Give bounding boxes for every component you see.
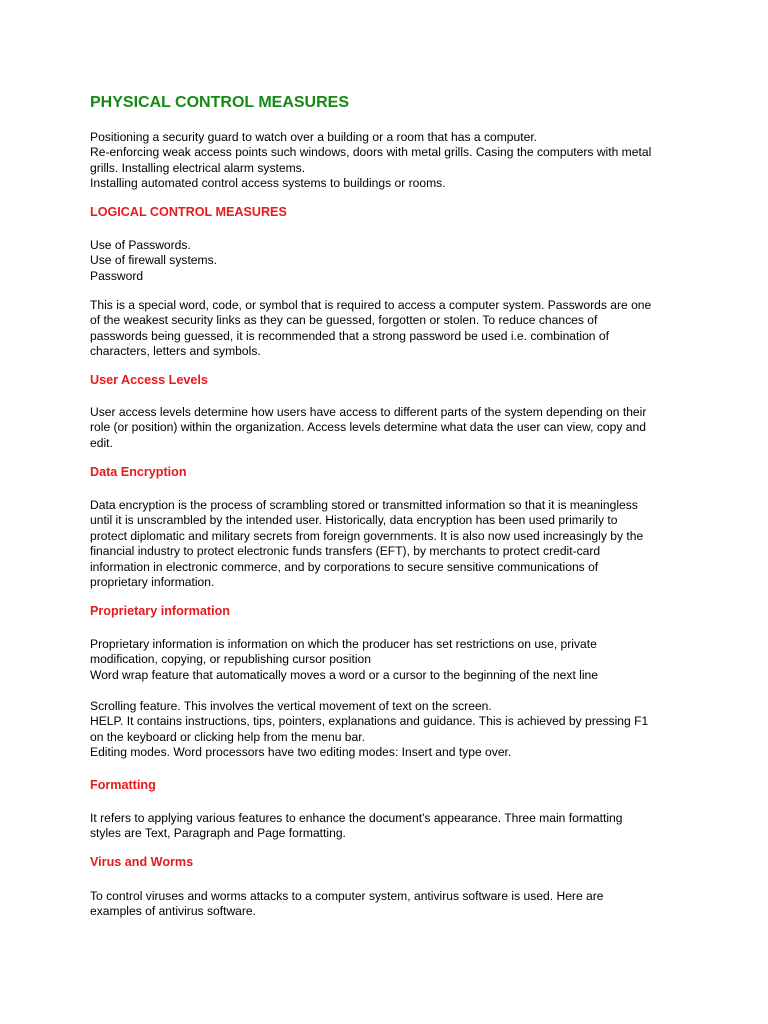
features-paragraph <box>90 699 690 761</box>
proprietary-info-heading: Proprietary information <box>90 604 230 618</box>
text-line: To control viruses and worms attacks to a computer system, antivirus software is used. Here are <box>90 889 604 903</box>
text-line: information in electronic commerce, and by corporations to secure sensitive communications of <box>90 559 599 574</box>
user-access-paragraph <box>90 405 690 451</box>
user-access-heading: User Access Levels <box>90 373 208 387</box>
text-line: grills. Installing electrical alarm systems. <box>90 160 306 175</box>
text-line: Positioning a security guard to watch over a building or a room that has a computer. <box>90 130 538 144</box>
text-line: Editing modes. Word processors have two editing modes: Insert and type over. <box>90 745 512 760</box>
text-line: Proprietary information is information on which the producer has set restrictions on use, private <box>90 637 597 651</box>
text-line: This is a special word, code, or symbol that is required to access a computer system. Passwords are one <box>90 298 652 312</box>
text-line: Installing automated control access systems to buildings or rooms. <box>90 176 446 191</box>
text-line: of the weakest security links as they can be guessed, forgotten or stolen. To reduce chances of <box>90 313 598 328</box>
data-encryption-paragraph <box>90 498 690 590</box>
virus-worms-heading: Virus and Worms <box>90 855 194 869</box>
logical-measures-list <box>90 238 690 284</box>
text-line: examples of antivirus software. <box>90 904 257 919</box>
text-line: Re-enforcing weak access points such windows, doors with metal grills. Casing the computers with metal <box>90 145 652 160</box>
text-line: HELP. It contains instructions, tips, pointers, explanations and guidance. This is achieved by pressing F1 <box>90 714 649 729</box>
text-line: Scrolling feature. This involves the vertical movement of text on the screen. <box>90 699 492 713</box>
virus-worms-paragraph <box>90 889 690 920</box>
text-line: Password <box>90 268 144 283</box>
physical-measures-paragraph <box>90 130 690 192</box>
text-line: on the keyboard or clicking help from the menu bar. <box>90 729 365 744</box>
text-line: role (or position) within the organization. Access levels determine what data the user can view, copy and <box>90 420 646 435</box>
page-title: PHYSICAL CONTROL MEASURES <box>90 94 349 111</box>
text-line: Word wrap feature that automatically moves a word or a cursor to the beginning of the next line <box>90 667 598 682</box>
data-encryption-heading: Data Encryption <box>90 465 187 479</box>
text-line: User access levels determine how users have access to different parts of the system depending on their <box>90 405 647 419</box>
text-line: proprietary information. <box>90 575 215 590</box>
formatting-paragraph <box>90 811 690 842</box>
text-line: styles are Text, Paragraph and Page formatting. <box>90 826 346 841</box>
text-line: It refers to applying various features to enhance the document's appearance. Three main formatting <box>90 811 623 825</box>
proprietary-info-paragraph <box>90 637 690 683</box>
text-line: passwords being guessed, it is recommended that a strong password be used i.e. combination of <box>90 328 609 343</box>
text-line: Use of Passwords. <box>90 238 191 252</box>
text-line: Data encryption is the process of scrambling stored or transmitted information so that it is meaningless <box>90 498 638 512</box>
text-line: until it is unscrambled by the intended user. Historically, data encryption has been used primarily to <box>90 513 618 528</box>
formatting-heading: Formatting <box>90 778 156 792</box>
text-line: edit. <box>90 435 113 450</box>
text-line: characters, letters and symbols. <box>90 344 261 359</box>
logical-measures-heading: LOGICAL CONTROL MEASURES <box>90 205 287 219</box>
text-line: financial industry to protect electronic funds transfers (EFT), by merchants to protect credit-card <box>90 544 601 559</box>
text-line: Use of firewall systems. <box>90 253 218 268</box>
password-paragraph <box>90 298 690 360</box>
text-line: protect diplomatic and military secrets from foreign governments. It is also now used increasingly by the <box>90 528 644 543</box>
text-line: modification, copying, or republishing cursor position <box>90 652 371 667</box>
